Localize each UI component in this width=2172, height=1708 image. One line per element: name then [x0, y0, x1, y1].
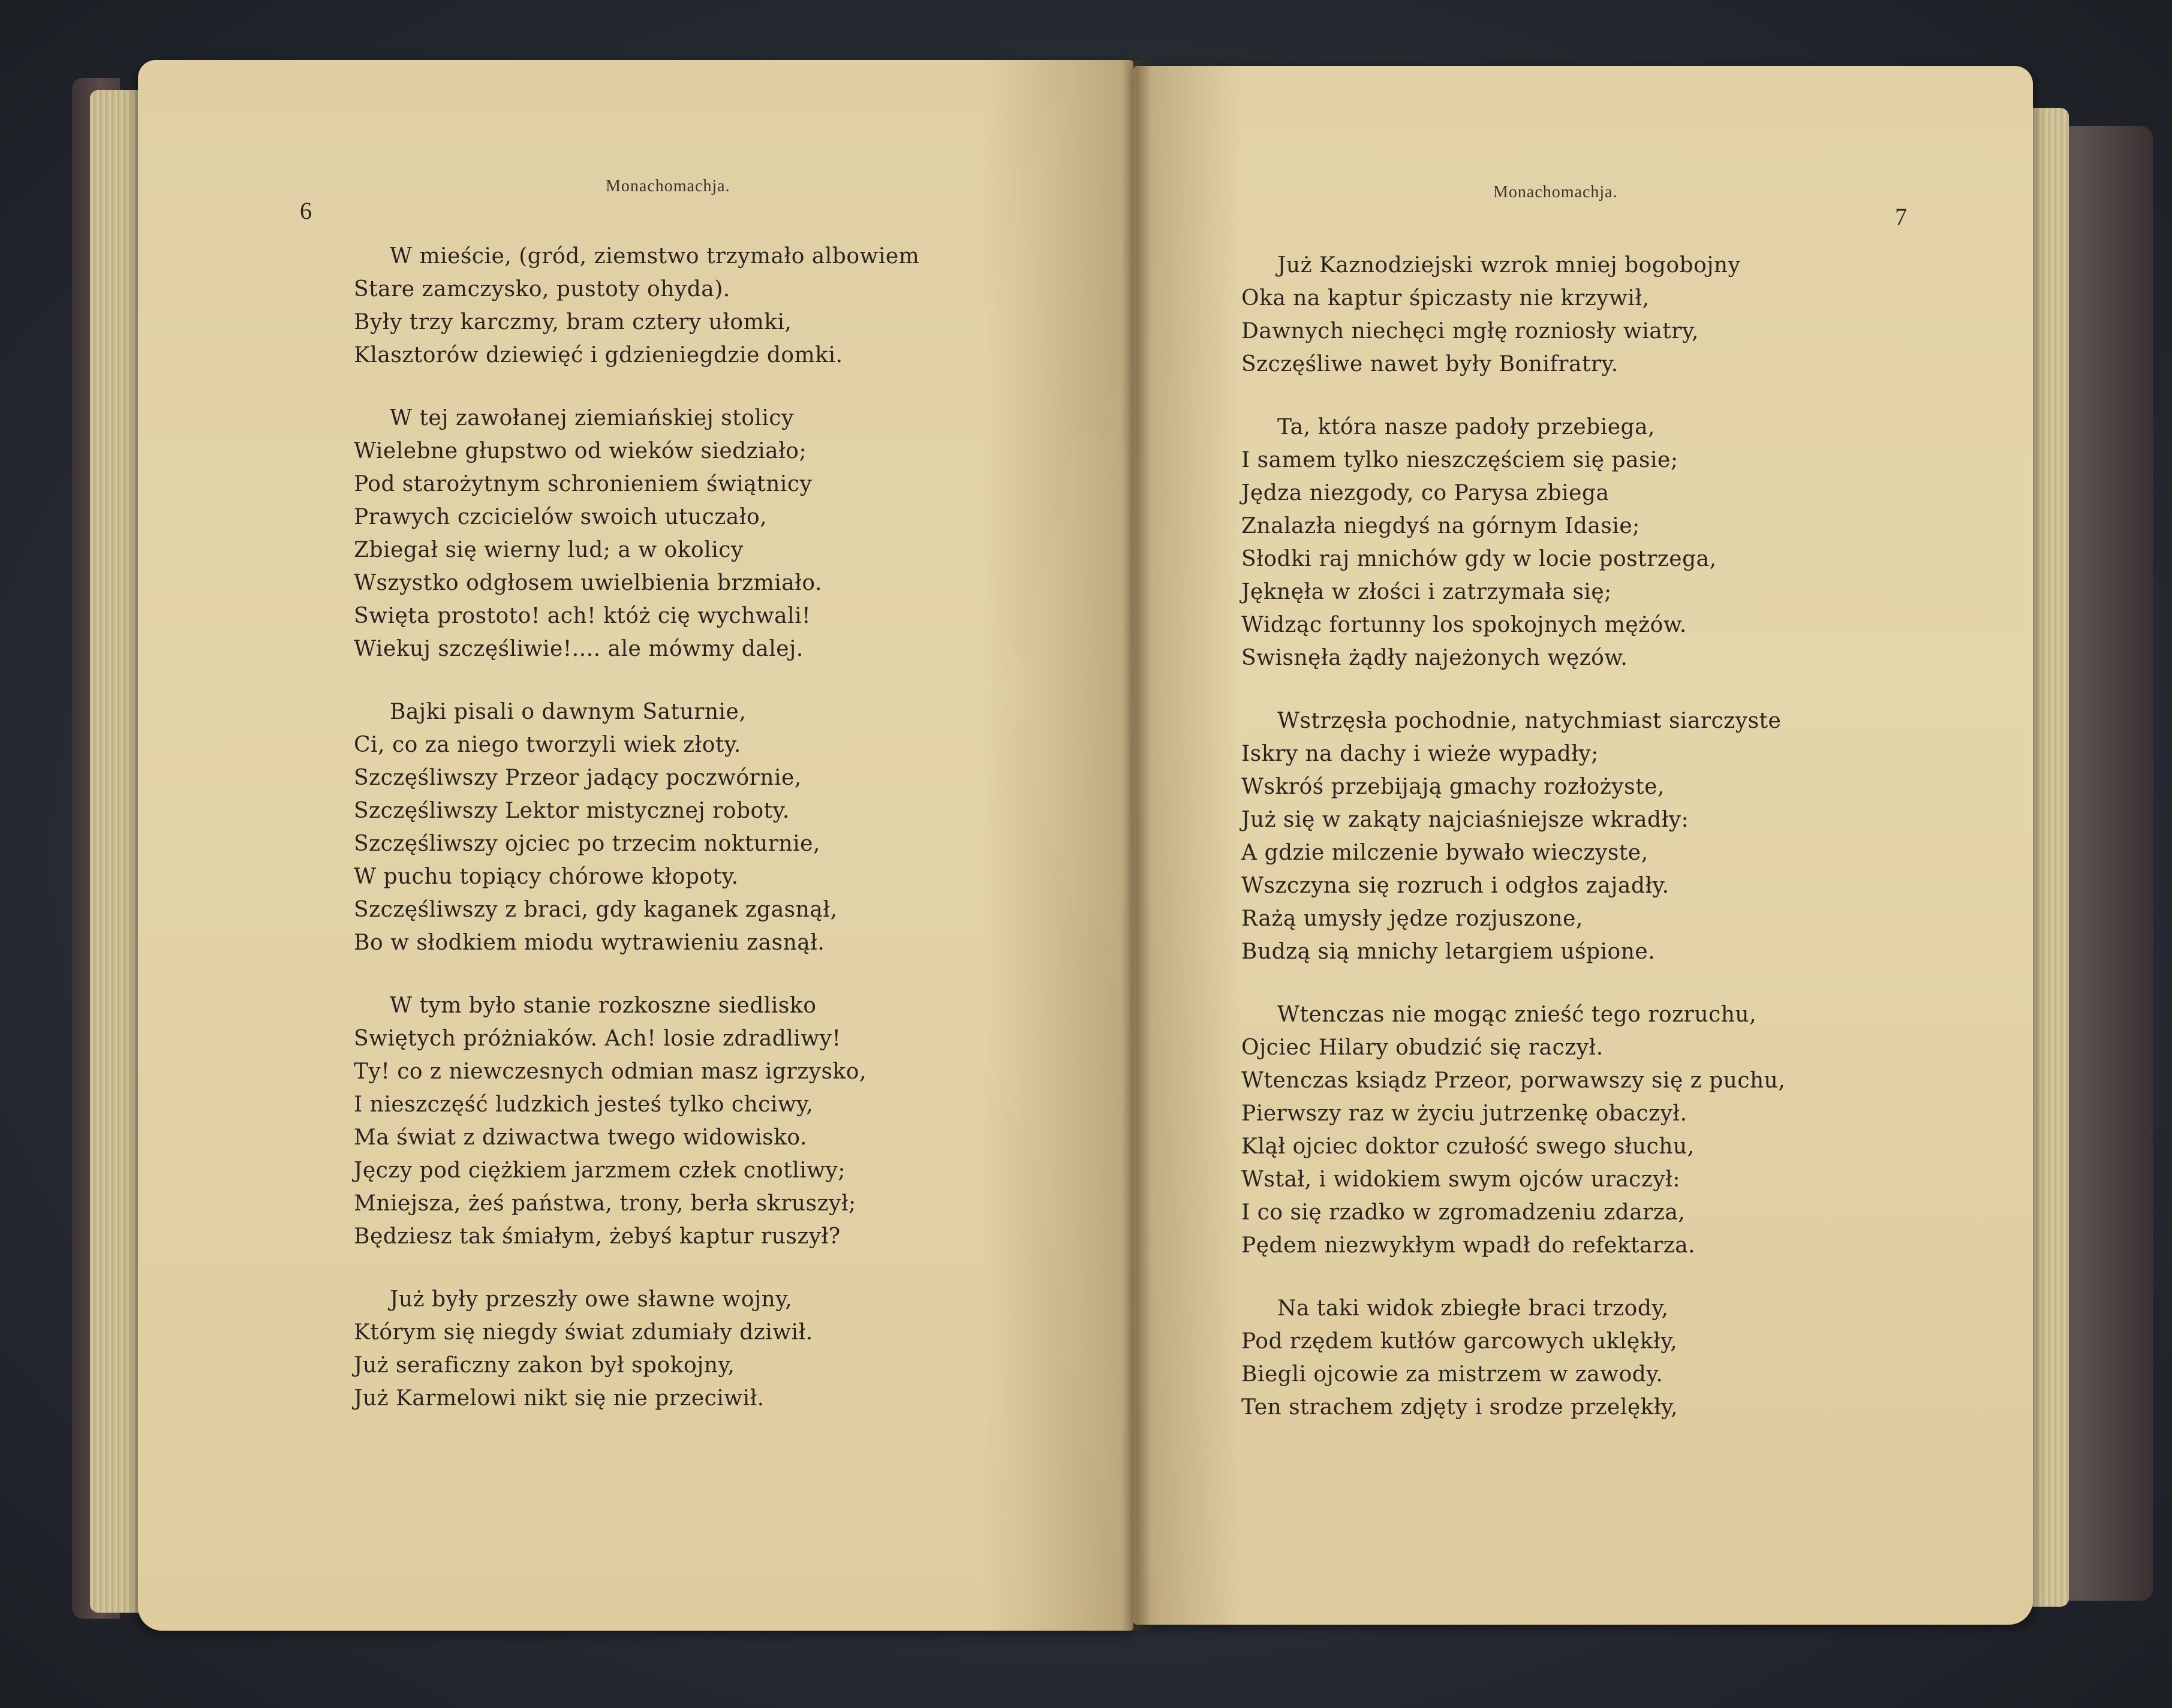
- verse-line: Pod starożytnym schronieniem świątnicy: [354, 472, 813, 496]
- verse-line: Jęknęła w złości i zatrzymała się;: [1241, 580, 1612, 604]
- stanza: [354, 1283, 919, 1415]
- verse-line: Ta, która nasze padoły przebiega,: [1277, 415, 1655, 439]
- left-running-head: Monachomachja.: [606, 177, 730, 195]
- verse-line: Już Kaznodziejski wzrok mniej bogobojny: [1277, 253, 1741, 278]
- verse-line: Ten strachem zdjęty i srodze przelękły,: [1241, 1395, 1678, 1420]
- verse-line: A gdzie milczenie bywało wieczyste,: [1241, 841, 1648, 865]
- verse-line: W tej zawołanej ziemiańskiej stolicy: [390, 406, 794, 430]
- verse-line: Wstrzęsła pochodnie, natychmiast siarczyste: [1277, 709, 1782, 733]
- verse-line: Bajki pisali o dawnym Saturnie,: [390, 700, 747, 724]
- verse-line: Klasztorów dziewięć i gdzieniegdzie domki.: [354, 343, 843, 367]
- verse-line: I nieszczęść ludzkich jesteś tylko chciwy,: [354, 1092, 814, 1117]
- verse-line: Wielebne głupstwo od wieków siedziało;: [354, 439, 807, 463]
- verse-line: Swisnęła żądły najeżonych węzów.: [1241, 646, 1628, 670]
- verse-line: W tym było stanie rozkoszne siedlisko: [390, 993, 817, 1018]
- verse-line: Szczęśliwszy Lektor mistycznej roboty.: [354, 799, 790, 823]
- right-page-text: [1241, 249, 1785, 1454]
- verse-line: Znalazła niegdyś na górnym Idasie;: [1241, 514, 1640, 538]
- verse-line: Dawnych niechęci mgłę rozniosły wiatry,: [1241, 319, 1699, 344]
- verse-line: Szczęśliwszy z braci, gdy kaganek zgasnął,: [354, 897, 838, 922]
- verse-line: W mieście, (gród, ziemstwo trzymało albowiem: [390, 244, 920, 269]
- verse-line: Stare zamczysko, pustoty ohyda).: [354, 277, 730, 302]
- verse-line: Bo w słodkiem miodu wytrawieniu zasnął.: [354, 930, 825, 955]
- verse-line: Rażą umysły jędze rozjuszone,: [1241, 906, 1583, 931]
- verse-line: Budzą sią mnichy letargiem uśpione.: [1241, 939, 1656, 964]
- verse-line: Będziesz tak śmiałym, żebyś kaptur ruszył?: [354, 1224, 841, 1249]
- verse-line: I co się rzadko w zgromadzeniu zdarza,: [1241, 1200, 1686, 1225]
- verse-line: Ojciec Hilary obudzić się raczył.: [1241, 1035, 1604, 1060]
- stanza: [354, 402, 919, 665]
- verse-line: Pod rzędem kutłów garcowych uklękły,: [1241, 1329, 1678, 1354]
- verse-line: Wtenczas ksiądz Przeor, porwawszy się z puchu,: [1241, 1068, 1786, 1093]
- left-page: [138, 60, 1133, 1631]
- stanza: [1241, 1292, 1785, 1424]
- verse-line: Klął ojciec doktor czułość swego słuchu,: [1241, 1134, 1695, 1159]
- verse-line: Oka na kaptur śpiczasty nie krzywił,: [1241, 286, 1650, 311]
- verse-line: Szczęśliwe nawet były Bonifratry.: [1241, 352, 1619, 376]
- verse-line: Którym się niegdy świat zdumiały dziwił.: [354, 1320, 813, 1345]
- verse-line: Wiekuj szczęśliwie!.... ale mówmy dalej.: [354, 637, 804, 661]
- verse-line: Już seraficzny zakon był spokojny,: [354, 1353, 735, 1378]
- verse-line: Pierwszy raz w życiu jutrzenkę obaczył.: [1241, 1101, 1687, 1126]
- stanza: [354, 240, 919, 372]
- stanza: [1241, 704, 1785, 968]
- left-page-text: [354, 240, 919, 1445]
- right-page-number: 7: [1895, 203, 1907, 230]
- right-running-head: Monachomachja.: [1493, 183, 1618, 201]
- verse-line: Już Karmelowi nikt się nie przeciwił.: [354, 1386, 765, 1411]
- verse-line: Słodki raj mnichów gdy w locie postrzega,: [1241, 547, 1717, 571]
- stanza: [1241, 249, 1785, 381]
- verse-line: Wszystko odgłosem uwielbienia brzmiało.: [354, 571, 822, 595]
- verse-line: Swięta prostoto! ach! któż cię wychwali!: [354, 604, 811, 628]
- verse-line: Swiętych próżniaków. Ach! losie zdradliwy!: [354, 1026, 841, 1051]
- verse-line: Już były przeszły owe sławne wojny,: [390, 1287, 793, 1312]
- verse-line: Jędza niezgody, co Parysa zbiega: [1241, 481, 1610, 505]
- verse-line: Ty! co z niewczesnych odmian masz igrzysko,: [354, 1059, 867, 1084]
- right-page: [1133, 66, 2033, 1625]
- verse-line: Ci, co za niego tworzyli wiek złoty.: [354, 733, 741, 757]
- verse-line: Szczęśliwszy Przeor jadący poczwórnie,: [354, 766, 802, 790]
- verse-line: Iskry na dachy i wieże wypadły;: [1241, 742, 1599, 766]
- stanza: [1241, 998, 1785, 1262]
- stanza: [354, 695, 919, 959]
- verse-line: Wszczyna się rozruch i odgłos zajadły.: [1241, 873, 1669, 898]
- verse-line: Ma świat z dziwactwa twego widowisko.: [354, 1125, 807, 1150]
- verse-line: Szczęśliwszy ojciec po trzecim nokturnie,: [354, 832, 820, 856]
- verse-line: Pędem niezwykłym wpadł do refektarza.: [1241, 1233, 1696, 1258]
- verse-line: Widząc fortunny los spokojnych mężów.: [1241, 613, 1687, 637]
- verse-line: W puchu topiący chórowe kłopoty.: [354, 864, 739, 889]
- verse-line: Zbiegał się wierny lud; a w okolicy: [354, 538, 744, 562]
- verse-line: Na taki widok zbiegłe braci trzody,: [1277, 1296, 1669, 1321]
- book-gutter: [1121, 60, 1151, 1631]
- verse-line: Mniejsza, żeś państwa, trony, berła skruszył;: [354, 1191, 856, 1216]
- verse-line: Wskróś przebijają gmachy rozłożyste,: [1241, 775, 1665, 799]
- verse-line: Biegli ojcowie za mistrzem w zawody.: [1241, 1362, 1663, 1387]
- verse-line: Już się w zakąty najciaśniejsze wkradły:: [1241, 808, 1689, 832]
- stanza: [1241, 411, 1785, 674]
- verse-line: Były trzy karczmy, bram cztery ułomki,: [354, 310, 792, 335]
- stanza: [354, 989, 919, 1253]
- verse-line: Prawych czcicielów swoich utuczało,: [354, 505, 768, 529]
- verse-line: I samem tylko nieszczęściem się pasie;: [1241, 448, 1678, 472]
- left-page-number: 6: [300, 197, 312, 224]
- verse-line: Jęczy pod ciężkiem jarzmem człek cnotliwy;: [354, 1158, 846, 1183]
- verse-line: Wstał, i widokiem swym ojców uraczył:: [1241, 1167, 1680, 1192]
- verse-line: Wtenczas nie mogąc znieść tego rozruchu,: [1277, 1002, 1757, 1027]
